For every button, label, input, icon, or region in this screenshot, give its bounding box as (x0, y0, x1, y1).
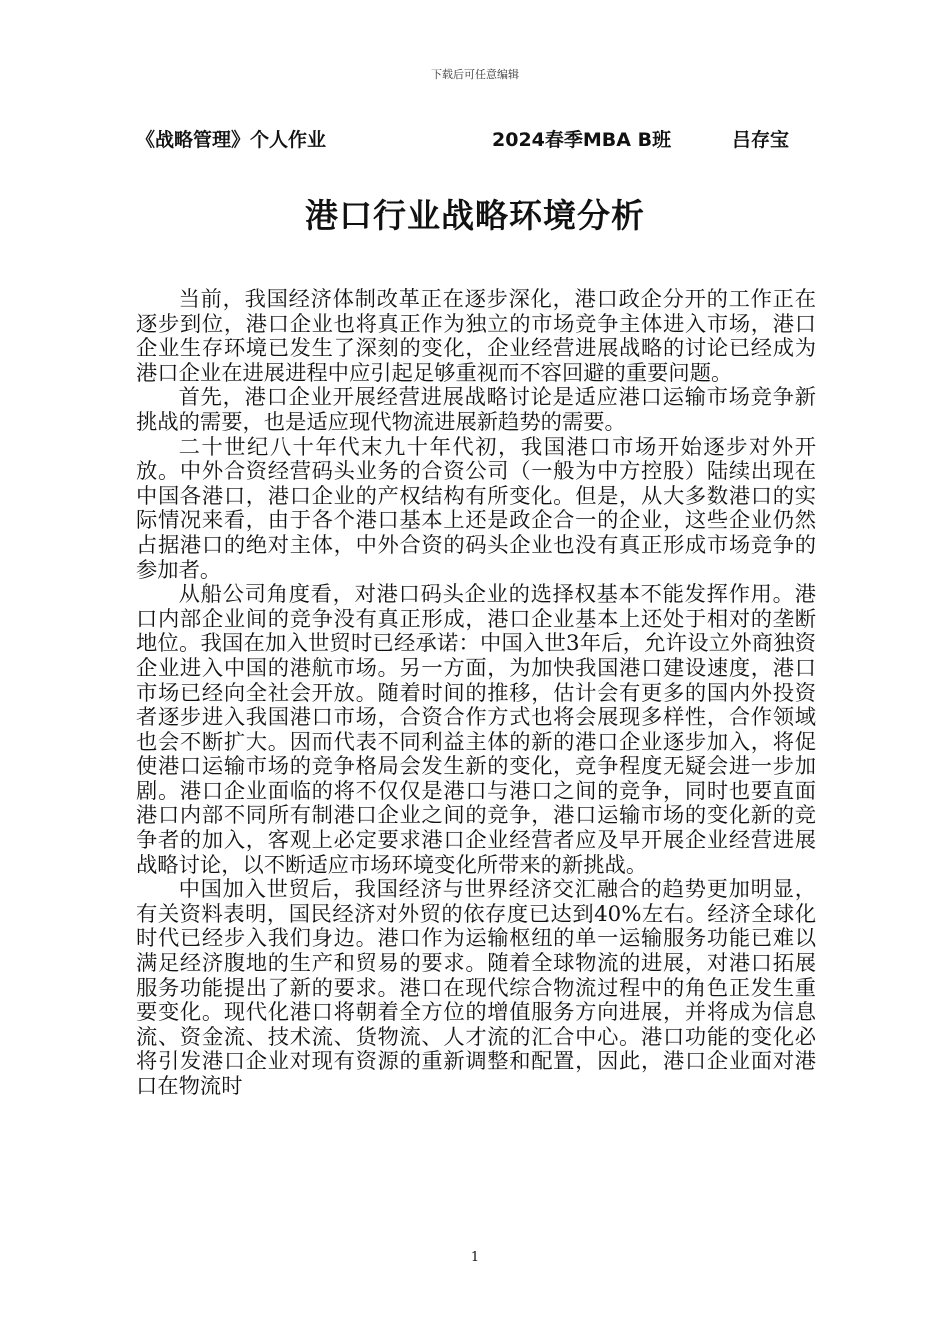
author-name: 吕存宝 (732, 129, 790, 151)
document-header (136, 125, 816, 153)
paragraph: 首先，港口企业开展经营进展战略讨论是适应港口运输市场竞争新挑战的需要，也是适应现代物流进展新趋势的需要。 (136, 385, 816, 435)
paragraph: 从船公司角度看，对港口码头企业的选择权基本不能发挥作用。港口内部企业间的竞争没有真正形成，港口企业基本上还处于相对的垄断地位。我国在加入世贸时已经承诺：中国入世3年后，允许设立外商独资企业进入中国的港航市场。另一方面，为加快我国港口建设速度，港口市场已经向全社会开放。随着时间的推移，估计会有更多的国内外投资者逐步进入我国港口市场，合资合作方式也将会展现多样性，合作领域也会不断扩大。因而代表不同利益主体的新的港口企业逐步加入，将促使港口运输市场的竞争格局会发生新的变化，竞争程度无疑会进一步加剧。港口企业面临的将不仅仅是港口与港口之间的竞争，同时也要直面港口内部不同所有制港口企业之间的竞争，港口运输市场的变化新的竞争者的加入，客观上必定要求港口企业经营者应及早开展企业经营进展战略讨论，以不断适应市场环境变化所带来的新挑战。 (136, 582, 816, 878)
paragraph: 中国加入世贸后，我国经济与世界经济交汇融合的趋势更加明显，有关资料表明，国民经济对外贸的依存度已达到40%左右。经济全球化时代已经步入我们身边。港口作为运输枢纽的单一运输服务功能已难以满足经济腹地的生产和贸易的要求。随着全球物流的进展，对港口拓展服务功能提出了新的要求。港口在现代综合物流过程中的角色正发生重要变化。现代化港口将朝着全方位的增值服务方向进展，并将成为信息流、资金流、技术流、货物流、人才流的汇合中心。港口功能的变化必将引发港口企业对现有资源的重新调整和配置，因此，港口企业面对港口在物流时 (136, 877, 816, 1099)
watermark: 下载后可任意编辑 (431, 68, 519, 81)
paragraph: 二十世纪八十年代末九十年代初，我国港口市场开始逐步对外开放。中外合资经营码头业务的合资公司（一般为中方控股）陆续出现在中国各港口，港口企业的产权结构有所变化。但是，从大多数港口的实际情况来看，由于各个港口基本上还是政企合一的企业，这些企业仍然占据港口的绝对主体，中外合资的码头企业也没有真正形成市场竞争的参加者。 (136, 434, 816, 583)
course-title: 《战略管理》个人作业 (136, 129, 327, 151)
class-label: 2024春季MBA B班 (492, 129, 672, 151)
document-body (136, 288, 816, 1100)
paragraph: 当前，我国经济体制改革正在逐步深化，港口政企分开的工作正在逐步到位，港口企业也将真正作为独立的市场竞争主体进入市场，港口企业生存环境已发生了深刻的变化，企业经营进展战略的讨论已经成为港口企业在进展进程中应引起足够重视而不容回避的重要问题。 (136, 287, 816, 386)
page-title: 港口行业战略环境分析 (305, 196, 645, 235)
page-number: 1 (470, 1250, 480, 1265)
